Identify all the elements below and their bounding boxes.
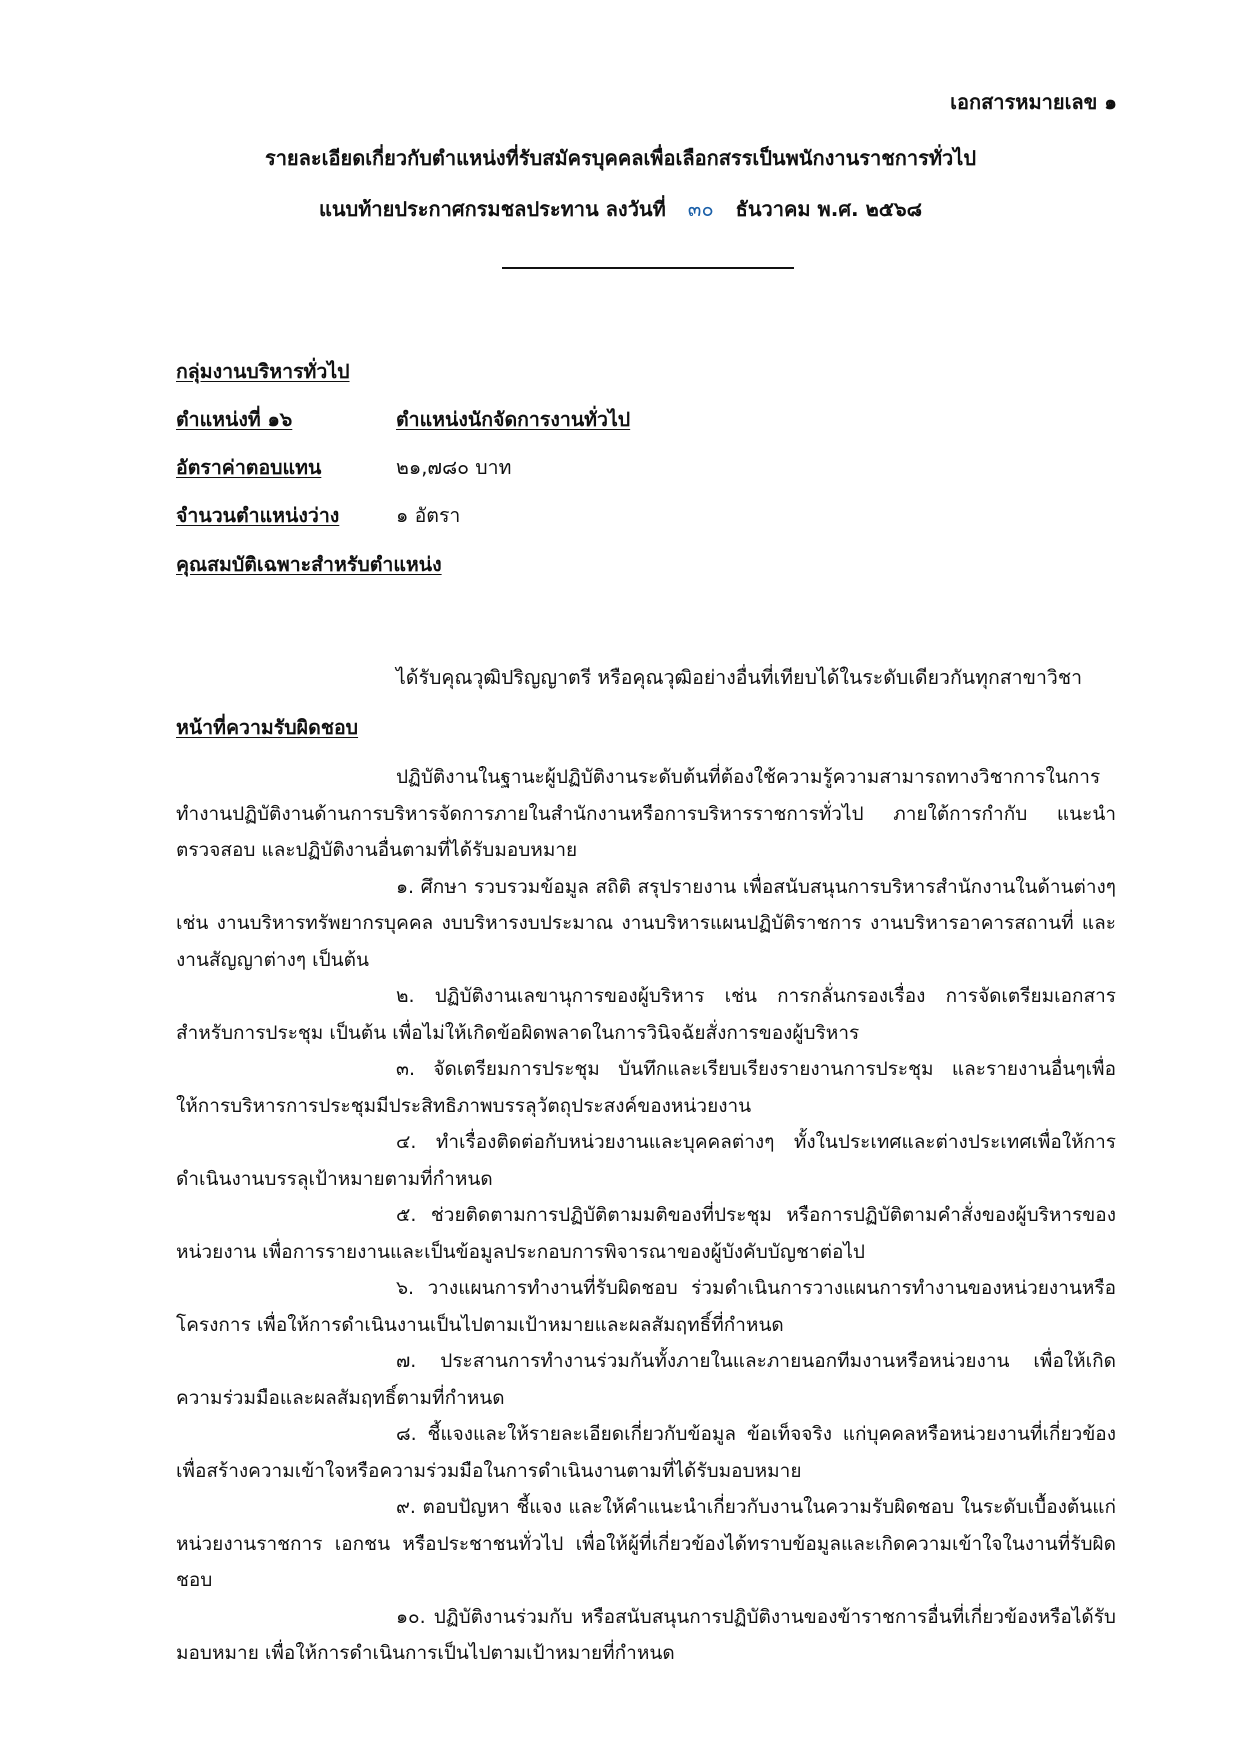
duty-paragraph: ๕. ช่วยติดตามการปฏิบัติตามมติของที่ประชุม หรือการปฏิบัติตามคำสั่งของผู้บริหารของหน่วยงาน เพื่อการรายงานและเป็นข้อมูลประกอบการพิจารณาของผู้บังคับบัญชาต่อไป	[176, 1204, 1116, 1263]
duty-paragraph: ๙. ตอบปัญหา ชี้แจง และให้คำแนะนำเกี่ยวกับงานในความรับผิดชอบ ในระดับเบื้องต้นแก่หน่วยงานราชการ เอกชน หรือประชาชนทั่วไป เพื่อให้ผู้ที่เกี่ยวข้องได้ทราบข้อมูลและเกิดความเข้าใจในงานที่รับผิดชอบ	[176, 1496, 1116, 1591]
salary-label: อัตราค่าตอบแทน	[176, 456, 322, 479]
group-heading: กลุ่มงานบริหารทั่วไป	[176, 360, 350, 383]
duty-paragraph: ปฏิบัติงานในฐานะผู้ปฏิบัติงานระดับต้นที่ต้องใช้ความรู้ความสามารถทางวิชาการในการทำงานปฏิบัติงานด้านการบริหารจัดการภายในสำนักงานหรือการบริหารราชการทั่วไป ภายใต้การกำกับ แนะนำ ตรวจสอบ และปฏิบัติงานอื่นตามที่ได้รับมอบหมาย	[176, 766, 1116, 861]
position-name: ตำแหน่งนักจัดการงานทั่วไป	[396, 408, 631, 431]
duty-paragraph: ๑๐. ปฏิบัติงานร่วมกับ หรือสนับสนุนการปฏิบัติงานของข้าราชการอื่นที่เกี่ยวข้องหรือได้รับมอบหมาย เพื่อให้การดำเนินการเป็นไปตามเป้าหมายที่กำหนด	[176, 1605, 1116, 1664]
position-number-label: ตำแหน่งที่ ๑๖	[176, 408, 293, 431]
duty-paragraph: ๖. วางแผนการทำงานที่รับผิดชอบ ร่วมดำเนินการวางแผนการทำงานของหน่วยงานหรือโครงการ เพื่อให้การดำเนินงานเป็นไปตามเป้าหมายและผลสัมฤทธิ์ที่กำหนด	[176, 1277, 1116, 1336]
announcement-month-year: ธันวาคม พ.ศ. ๒๕๖๘	[735, 197, 923, 221]
qualification-heading: คุณสมบัติเฉพาะสำหรับตำแหน่ง	[176, 553, 442, 576]
announcement-day: ๓๐	[687, 197, 714, 221]
salary-value: ๒๑,๗๘๐ บาท	[396, 456, 512, 479]
document-subtitle	[0, 193, 1241, 225]
vacancy-label: จำนวนตำแหน่งว่าง	[176, 504, 340, 527]
duty-paragraph: ๘. ชี้แจงและให้รายละเอียดเกี่ยวกับข้อมูล ข้อเท็จจริง แก่บุคคลหรือหน่วยงานที่เกี่ยวข้อง เพื่อสร้างความเข้าใจหรือความร่วมมือในการดำเนินงานตามที่ได้รับมอบหมาย	[176, 1423, 1116, 1482]
duty-paragraph: ๓. จัดเตรียมการประชุม บันทึกและเรียบเรียงรายงานการประชุม และรายงานอื่นๆเพื่อให้การบริหารการประชุมมีประสิทธิภาพบรรลุวัตถุประสงค์ของหน่วยงาน	[176, 1058, 1116, 1117]
duty-paragraph: ๑. ศึกษา รวบรวมข้อมูล สถิติ สรุปรายงาน เพื่อสนับสนุนการบริหารสำนักงานในด้านต่างๆ เช่น งานบริหารทรัพยากรบุคคล งบบริหารงบประมาณ งานบริหารแผนปฏิบัติราชการ งานบริหารอาคารสถานที่ และงานสัญญาต่างๆ เป็นต้น	[176, 875, 1116, 971]
qualification-text: ได้รับคุณวุฒิปริญญาตรี หรือคุณวุฒิอย่างอื่นที่เทียบได้ในระดับเดียวกันทุกสาขาวิชา	[396, 666, 1083, 689]
duty-paragraph: ๔. ทำเรื่องติดต่อกับหน่วยงานและบุคคลต่างๆ ทั้งในประเทศและต่างประเทศเพื่อให้การดำเนินงานบรรลุเป้าหมายตามที่กำหนด	[176, 1131, 1116, 1190]
duties-heading: หน้าที่ความรับผิดชอบ	[176, 716, 359, 739]
document-title: รายละเอียดเกี่ยวกับตำแหน่งที่รับสมัครบุคคลเพื่อเลือกสรรเป็นพนักงานราชการทั่วไป	[264, 146, 977, 170]
duty-paragraph: ๗. ประสานการทำงานร่วมกันทั้งภายในและภายนอกทีมงานหรือหน่วยงาน เพื่อให้เกิดความร่วมมือและผลสัมฤทธิ์ตามที่กำหนด	[176, 1350, 1116, 1409]
duties-list	[176, 759, 1116, 1672]
vacancy-value: ๑ อัตรา	[396, 504, 461, 527]
title-divider	[502, 267, 794, 269]
document-number: เอกสารหมายเลข ๑	[950, 90, 1117, 114]
announcement-prefix: แนบท้ายประกาศกรมชลประทาน ลงวันที่	[318, 197, 666, 221]
duty-paragraph: ๒. ปฏิบัติงานเลขานุการของผู้บริหาร เช่น การกลั่นกรองเรื่อง การจัดเตรียมเอกสารสำหรับการประชุม เป็นต้น เพื่อไม่ให้เกิดข้อผิดพลาดในการวินิจฉัยสั่งการของผู้บริหาร	[176, 985, 1116, 1044]
